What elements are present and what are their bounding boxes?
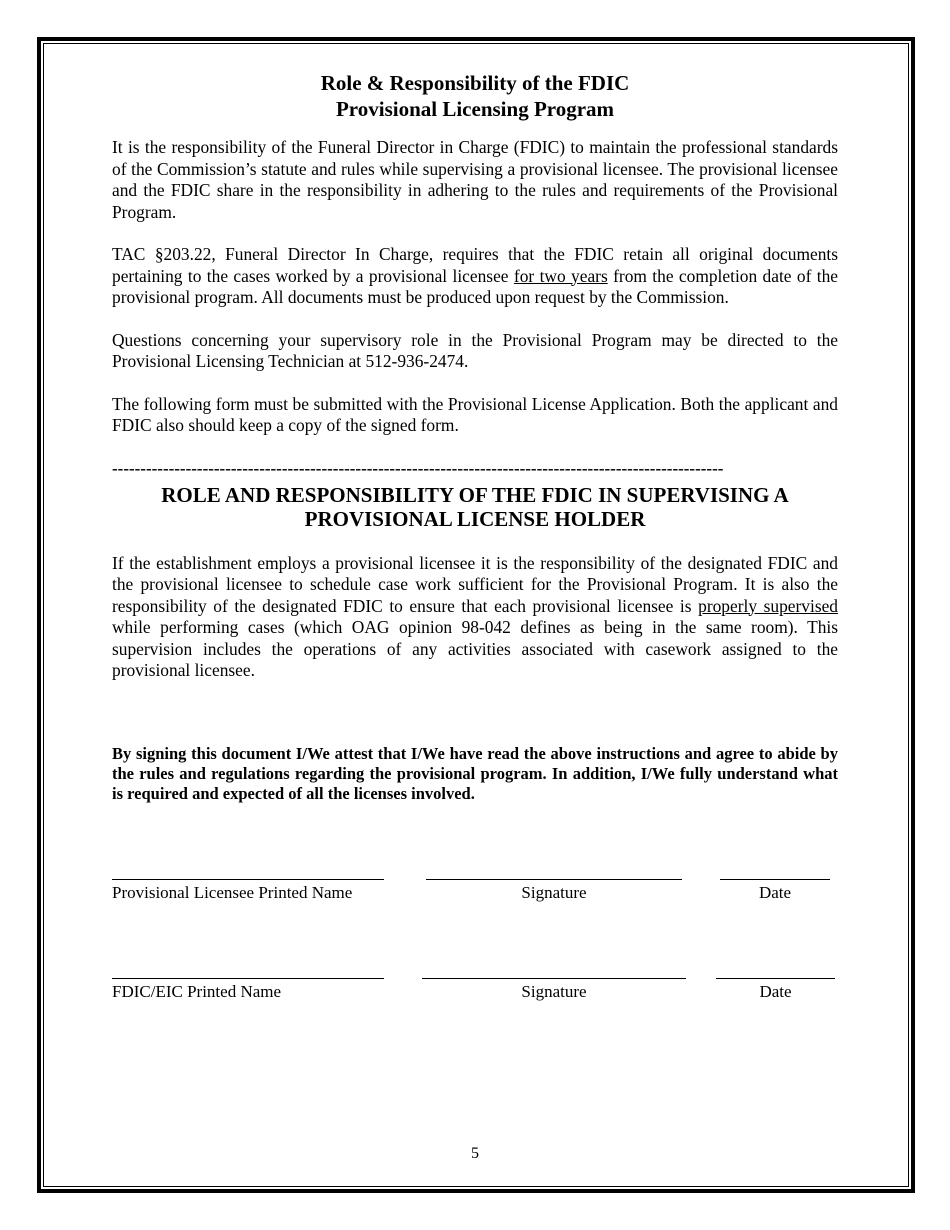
title-line-2: Provisional Licensing Program: [335, 97, 615, 121]
form-heading: [112, 483, 838, 532]
properly-supervised-underlined: properly supervised: [698, 595, 839, 616]
intro-paragraph-3: Questions concerning your supervisory role in the Provisional Program may be directed to the Provisional Licensing Technician at 512-936-2474.: [112, 329, 838, 371]
fdic-date-line[interactable]: [716, 970, 835, 979]
intro-paragraph-1: It is the responsibility of the Funeral Director in Charge (FDIC) to maintain the professional standards of the Commission’s statute and rules while supervising a provisional licensee. The provisional licensee and the FDIC share in the responsibility in adhering to the rules and requirements of the Provisional Program.: [112, 137, 838, 222]
dashed-separator: ------------------------------------------------------------------------------------------------------------: [112, 458, 724, 478]
form-paragraph: [112, 553, 838, 682]
tac-text-before: TAC §203.22, Funeral Director In Charge, requires that the FDIC retain all original documents pertaining to the cases worked by a provisional licensee: [112, 244, 838, 286]
document-body: [112, 70, 838, 820]
page-number: 5: [471, 1145, 479, 1162]
signature-row-fdic: [112, 970, 842, 1014]
form-heading-line-2: PROVISIONAL LICENSE HOLDER: [304, 507, 646, 531]
form-text-after: while performing cases (which OAG opinion 98-042 defines as being in the same room). This supervision includes the operations of any activities associated with casework assigned to the provisional licensee.: [112, 617, 838, 680]
page-title: [112, 70, 838, 122]
two-years-underlined: for two years: [513, 265, 608, 286]
form-text-before: If the establishment employs a provisional licensee it is the responsibility of the designated FDIC and the provisional licensee to schedule case work sufficient for the Provisional Program. It is also the responsibility of the designated FDIC to ensure that each provisional licensee is: [112, 552, 838, 616]
intro-paragraph-2: [112, 244, 838, 309]
fdic-name-label: FDIC/EIC Printed Name: [112, 982, 282, 1001]
intro-paragraph-4: The following form must be submitted with the Provisional License Application. Both the applicant and FDIC also should keep a copy of the signed form.: [112, 393, 838, 435]
signature-row-licensee: [112, 871, 842, 915]
fdic-signature-line[interactable]: [422, 970, 686, 979]
fdic-date-label: Date: [759, 982, 792, 1001]
licensee-date-label: Date: [758, 883, 792, 902]
licensee-name-label: Provisional Licensee Printed Name: [112, 883, 353, 902]
licensee-signature-line[interactable]: [426, 871, 682, 880]
title-line-1: Role & Responsibility of the FDIC: [320, 71, 630, 95]
form-heading-line-1: ROLE AND RESPONSIBILITY OF THE FDIC IN SUPERVISING A: [161, 482, 789, 507]
licensee-date-line[interactable]: [720, 871, 830, 880]
fdic-name-line[interactable]: [112, 970, 384, 979]
tac-text-after: from the completion date of the provisional program. All documents must be produced upon request by the Commission.: [112, 265, 838, 307]
attestation-statement: By signing this document I/We attest that I/We have read the above instructions and agree to abide by the rules and regulations regarding the provisional program. In addition, I/We fully understand what is required and expected of all the licenses involved.: [112, 743, 838, 803]
fdic-signature-label: Signature: [521, 982, 587, 1001]
licensee-signature-label: Signature: [521, 883, 587, 902]
licensee-name-line[interactable]: [112, 871, 384, 880]
